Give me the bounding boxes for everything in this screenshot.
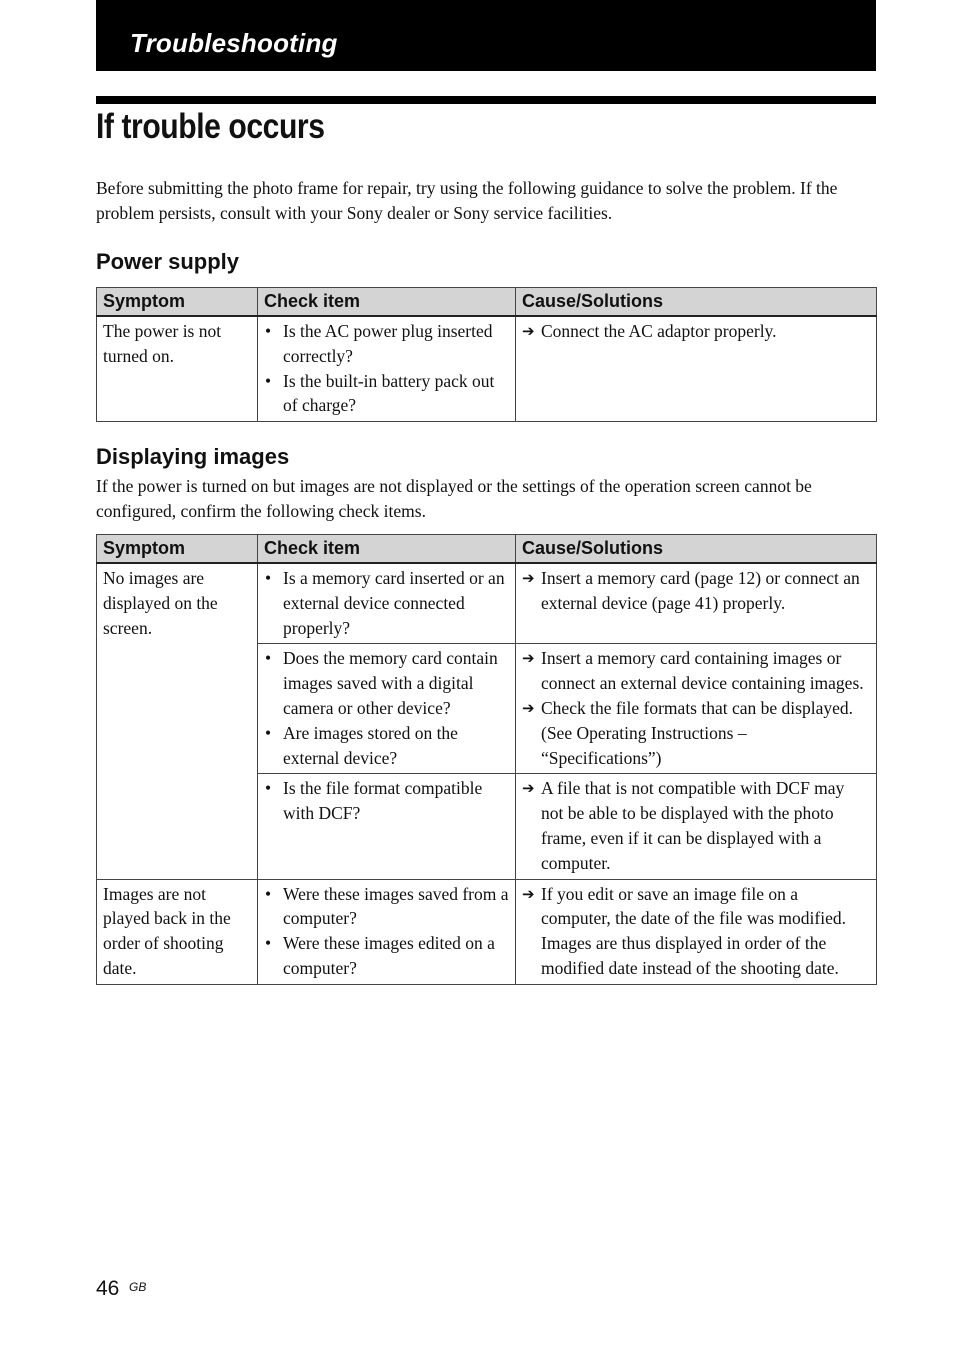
check-item: • Were these images edited on a computer? [264,931,509,981]
displaying-images-intro: If the power is turned on but images are not displayed or the settings of the operation screen cannot be configured, confirm the following check items. [96,476,812,521]
symptom-header: Symptom [97,535,258,564]
check-item: • Does the memory card contain images saved with a digital camera or other device? [264,646,509,720]
symptom-header: Symptom [97,288,258,317]
solution-item [522,882,870,981]
solution-list [522,646,870,770]
symptom-cell: Images are not played back in the order of shooting date. [97,879,258,984]
solution-text: A file that is not compatible with DCF may not be able to be displayed with the photo frame, even if it can be displayed with a computer. [541,778,845,873]
title-rule [96,96,876,104]
displaying-images-heading: Displaying images [96,444,290,469]
solution-text: Insert a memory card containing images or connect an external device containing images. [541,648,864,694]
solution-cell [516,879,877,984]
right-arrow-icon: ➔ [522,698,535,717]
solution-text: Check the file formats that can be displayed. (See Operating Instructions – “Specifications”) [541,697,853,768]
check-list [264,319,509,418]
page-title: If trouble occurs [96,107,325,146]
solution-cell [516,774,877,879]
solution-cell [516,644,877,774]
check-item: • Are images stored on the external device? [264,721,509,771]
check-item: • Is a memory card inserted or an external device connected properly? [264,566,509,640]
cause-solutions-header: Cause/Solutions [516,535,877,564]
check-item: • Is the built-in battery pack out of charge? [264,369,509,419]
region-code: GB [129,1280,147,1294]
table-header-row [97,535,877,564]
solution-list [522,776,870,875]
check-cell [258,774,516,879]
check-item-header: Check item [258,288,516,317]
right-arrow-icon: ➔ [522,649,535,668]
check-cell [258,316,516,422]
solution-item [522,646,870,696]
solution-item [522,776,870,875]
solution-list [522,566,870,616]
symptom-cell: No images are displayed on the screen. [97,563,258,879]
page-number: 46 [96,1277,120,1300]
power-supply-table [96,287,877,422]
section-header-bar [96,0,876,71]
check-item: • Were these images saved from a computer? [264,882,509,932]
solution-text: Insert a memory card (page 12) or connect an external device (page 41) properly. [541,568,860,613]
check-cell [258,563,516,644]
solution-item [522,696,870,770]
check-item: • Is the AC power plug inserted correctly? [264,319,509,369]
check-item: • Is the file format compatible with DCF? [264,776,509,826]
solution-cell [516,563,877,644]
cause-solutions-header: Cause/Solutions [516,288,877,317]
right-arrow-icon: ➔ [522,569,535,587]
check-list [264,646,509,770]
symptom-cell: The power is not turned on. [97,316,258,422]
check-item-header: Check item [258,535,516,564]
solution-cell [516,316,877,422]
right-arrow-icon: ➔ [522,779,535,798]
table-row [97,316,877,422]
solution-item [522,566,870,616]
table-row [97,563,877,644]
check-list [264,882,509,981]
power-supply-heading: Power supply [96,249,240,274]
intro-paragraph: Before submitting the photo frame for repair, try using the following guidance to solve the problem. If the problem persists, consult with your Sony dealer or Sony service facilities. [96,178,838,223]
solution-item [522,319,870,344]
check-list [264,566,509,640]
solution-text: Connect the AC adaptor properly. [541,321,777,341]
check-cell [258,879,516,984]
solution-list [522,319,870,344]
solution-list [522,882,870,981]
check-list [264,776,509,826]
section-header-label: Troubleshooting [130,28,338,58]
solution-text: If you edit or save an image file on a computer, the date of the file was modified. Images are thus displayed in order of the modified date instead of the shooting date. [541,883,846,978]
right-arrow-icon: ➔ [522,322,535,340]
table-header-row [97,288,877,317]
right-arrow-icon: ➔ [522,884,535,903]
check-cell [258,644,516,774]
table-row [97,879,877,984]
displaying-images-table [96,534,877,985]
